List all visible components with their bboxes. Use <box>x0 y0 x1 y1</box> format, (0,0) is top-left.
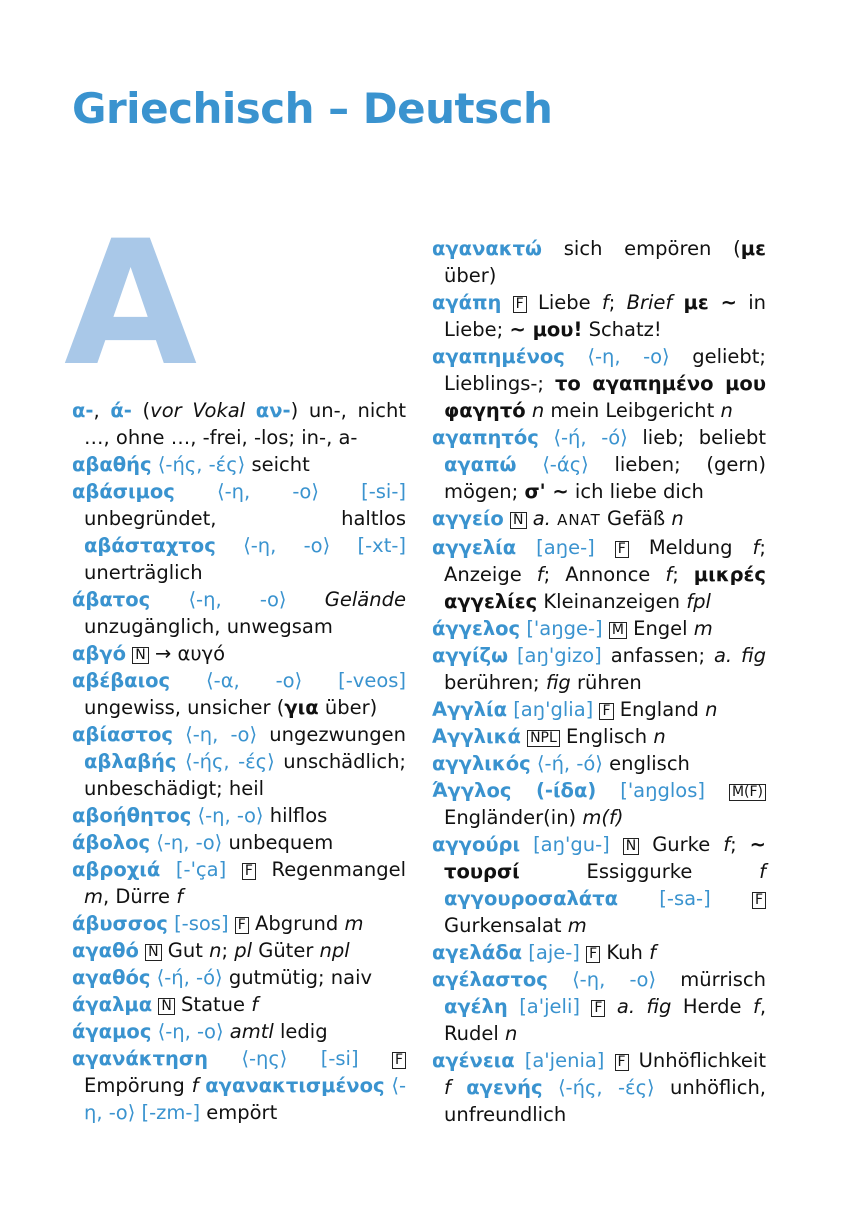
gender-box: N <box>132 647 148 664</box>
definition-text: Abgrund <box>248 912 345 935</box>
phonetic-inflection: [-sos] <box>174 912 229 935</box>
dictionary-entry <box>432 777 766 831</box>
definition-text <box>208 1047 241 1070</box>
definition-text: → αυγό <box>148 642 226 665</box>
dictionary-entry <box>432 831 766 939</box>
dictionary-entry <box>432 343 766 424</box>
definition-text: ; <box>672 563 694 586</box>
definition-text <box>216 534 243 557</box>
italic-label: f <box>752 536 760 559</box>
definition-text: Kuh <box>600 941 650 964</box>
dictionary-entry <box>432 1047 766 1128</box>
gender-box: N <box>158 998 174 1015</box>
phonetic-inflection: ⟨-ή, -ό⟩ <box>553 426 628 449</box>
definition-text <box>516 453 542 476</box>
headword: αγαθό <box>72 939 139 962</box>
dictionary-entry <box>432 235 766 289</box>
italic-label: f <box>723 833 731 856</box>
definition-text <box>508 644 517 667</box>
definition-text: ; <box>221 939 235 962</box>
headword: αβέβαιος <box>72 669 171 692</box>
definition-text: Unhöflichkeit <box>628 1049 766 1072</box>
italic-label: Gelände <box>324 588 406 611</box>
definition-text: Schatz! <box>582 318 662 341</box>
italic-label: Brief <box>626 291 673 314</box>
italic-label: n <box>209 939 222 962</box>
gender-box: F <box>235 917 249 934</box>
headword: ά- <box>110 399 132 422</box>
headword: άγγελος <box>432 617 521 640</box>
phonetic-inflection: ⟨-η, -ο⟩ <box>572 968 657 991</box>
definition-text: ledig <box>273 1020 328 1043</box>
section-letter: A <box>64 203 198 404</box>
italic-label: pl <box>234 939 253 962</box>
gender-box: M(F) <box>729 784 766 801</box>
phonetic-inflection: ⟨-η, -ο⟩ <box>188 588 287 611</box>
bold-phrase: με <box>740 237 766 260</box>
gender-box: M <box>609 622 627 639</box>
italic-label: f <box>536 563 544 586</box>
definition-text: seicht <box>245 453 310 476</box>
definition-text: ; Annonce <box>543 563 666 586</box>
gender-box: F <box>392 1052 406 1069</box>
definition-text: Gefäß <box>600 507 672 530</box>
definition-text: über) <box>444 264 497 287</box>
headword: αν- <box>255 399 291 422</box>
bold-phrase: το αγαπημένο μου φαγητό <box>444 372 766 422</box>
definition-text: ungezwungen <box>257 723 406 746</box>
gender-box: N <box>623 838 639 855</box>
definition-text: Statue <box>174 993 252 1016</box>
definition-text: Engländer(in) <box>444 806 583 829</box>
phonetic-inflection: ['aŋge-] <box>526 617 603 640</box>
definition-text <box>543 1076 558 1099</box>
dictionary-entry <box>72 397 406 451</box>
definition-text: England <box>613 698 706 721</box>
headword: αγανακτισμένος <box>205 1074 385 1097</box>
headword: αγένεια <box>432 1049 515 1072</box>
headword: αγανάκτηση <box>72 1047 209 1070</box>
phonetic-inflection: ⟨-η, -ο⟩ <box>156 831 223 854</box>
definition-text: Gurkensalat <box>444 914 568 937</box>
definition-text: über) <box>318 696 378 719</box>
definition-text: Essiggurke <box>519 860 760 883</box>
definition-text: ; <box>608 291 627 314</box>
definition-text: mein Leibgericht <box>544 399 721 422</box>
definition-text: unbegründet, haltlos <box>84 507 406 530</box>
headword: άγαμος <box>72 1020 152 1043</box>
definition-text <box>175 480 217 503</box>
headword: αβοήθητος <box>72 804 192 827</box>
dictionary-entry <box>432 505 766 534</box>
italic-label: f <box>601 291 609 314</box>
definition-text <box>359 1047 392 1070</box>
definition-text <box>451 1076 466 1099</box>
italic-label: f <box>665 563 673 586</box>
definition-text: Gut <box>161 939 210 962</box>
dictionary-entry <box>72 640 406 667</box>
bold-phrase: μικρές αγγελίες <box>444 563 766 613</box>
italic-label: fpl <box>686 590 711 613</box>
dictionary-entry <box>432 534 766 615</box>
definition-text: , <box>93 399 111 422</box>
italic-label: m(f) <box>582 806 624 829</box>
italic-label: fig <box>545 671 571 694</box>
headword: αγγλικός <box>432 752 531 775</box>
italic-label: f <box>176 885 184 908</box>
dictionary-entry <box>72 721 406 802</box>
gender-box: F <box>599 703 613 720</box>
italic-label: f <box>649 941 656 964</box>
definition-text <box>565 345 588 368</box>
definition-text: lieben; (gern) mögen; <box>444 453 766 503</box>
definition-text <box>177 750 185 773</box>
italic-label: vor Vokal <box>150 399 246 422</box>
bold-phrase: για <box>284 696 319 719</box>
phonetic-inflection: ⟨-ής, -ές⟩ <box>184 750 275 773</box>
italic-label: n <box>653 725 666 748</box>
italic-label: npl <box>319 939 350 962</box>
headword: άβατος <box>72 588 151 611</box>
phonetic-inflection: ⟨-η, -ο⟩ <box>157 1020 224 1043</box>
italic-label: a. fig <box>616 995 672 1018</box>
definition-text <box>150 588 188 611</box>
definition-text: englisch <box>602 752 690 775</box>
headword: αγαπώ <box>444 453 517 476</box>
definition-text: unschädlich; unbeschädigt; heil <box>84 750 406 800</box>
definition-text <box>501 291 512 314</box>
bold-phrase: σ' ~ <box>524 480 569 503</box>
italic-label: a. <box>532 507 551 530</box>
definition-text <box>226 858 242 881</box>
headword: αβγό <box>72 642 127 665</box>
definition-text: hilflos <box>263 804 328 827</box>
headword: αγγελία <box>432 536 517 559</box>
dictionary-entry <box>72 964 406 991</box>
definition-text: in Liebe; <box>444 291 766 341</box>
italic-label: f <box>251 993 259 1016</box>
italic-label: m <box>344 912 364 935</box>
gender-box: N <box>510 512 526 529</box>
headword: αβροχιά <box>72 858 161 881</box>
headword: άβυσσος <box>72 912 168 935</box>
definition-text: Gurke <box>639 833 724 856</box>
definition-text <box>516 536 536 559</box>
definition-text: Regenmangel <box>255 858 407 881</box>
subject-label: ANAT <box>557 511 601 529</box>
gender-box: NPL <box>527 730 560 747</box>
phonetic-inflection: ⟨-ής, -ές⟩ <box>557 1076 655 1099</box>
definition-text: unhöflich, unfreundlich <box>444 1076 767 1126</box>
bold-phrase: ~ τουρσί <box>444 833 767 883</box>
headword: αβλαβής <box>84 750 177 773</box>
headword: αβάσταχτος <box>84 534 216 557</box>
phonetic-inflection: ⟨-η, -ο⟩ <box>587 345 670 368</box>
definition-text <box>508 995 519 1018</box>
definition-text: ; Anzeige <box>444 536 766 586</box>
italic-label: f <box>191 1074 199 1097</box>
definition-text <box>610 833 623 856</box>
italic-label: f <box>759 860 766 883</box>
headword: αγαπημένος <box>432 345 565 368</box>
headword: αβάσιμος <box>72 480 175 503</box>
italic-label: m <box>693 617 713 640</box>
phonetic-inflection: ⟨-ή, -ό⟩ <box>536 752 603 775</box>
gender-box: F <box>513 296 527 313</box>
italic-label: m <box>567 914 587 937</box>
phonetic-inflection: ⟨-η, -ο⟩ [-xt-] <box>243 534 406 557</box>
italic-label: a. fig <box>713 644 766 667</box>
definition-text <box>604 1049 614 1072</box>
definition-text: Engel <box>626 617 694 640</box>
definition-text <box>170 669 206 692</box>
headword: αγέλαστος <box>432 968 548 991</box>
definition-text <box>596 779 620 802</box>
headword: αγενής <box>466 1076 543 1099</box>
phonetic-inflection: [aŋ'gizo] <box>516 644 602 667</box>
dictionary-entry <box>72 586 406 640</box>
definition-text: , Rudel <box>444 995 767 1045</box>
dictionary-entry <box>72 856 406 910</box>
definition-text <box>548 968 572 991</box>
gender-box: F <box>615 1054 629 1071</box>
dictionary-entry <box>72 829 406 856</box>
definition-text: ; <box>730 833 750 856</box>
definition-text <box>520 833 533 856</box>
definition-text: ich liebe dich <box>568 480 704 503</box>
definition-text: anfassen; <box>601 644 714 667</box>
dictionary-entry <box>432 696 766 723</box>
phonetic-inflection: [-'ça] <box>175 858 227 881</box>
definition-text: empört <box>200 1101 278 1124</box>
italic-label: m <box>84 885 103 908</box>
definition-text: , Dürre <box>103 885 177 908</box>
italic-label: n <box>705 698 718 721</box>
bold-phrase: με ~ <box>683 291 737 314</box>
dictionary-entry <box>432 424 766 505</box>
definition-text <box>287 588 325 611</box>
gender-box: N <box>145 944 161 961</box>
phonetic-inflection: ⟨-η, -ο⟩ [-zm-] <box>84 1074 407 1124</box>
headword: αγγίζω <box>432 644 509 667</box>
bold-phrase: ~ μου! <box>509 318 583 341</box>
definition-text <box>580 995 591 1018</box>
headword: Άγγλος (-ίδα) <box>432 779 597 802</box>
italic-label: f <box>752 995 760 1018</box>
dictionary-entry <box>72 1018 406 1045</box>
dictionary-entry <box>432 615 766 642</box>
gender-box: F <box>586 946 600 963</box>
definition-text: ) un-, nicht …, ohne …, -frei, -los; in-, a- <box>84 399 406 449</box>
headword: αβίαστος <box>72 723 173 746</box>
gender-box: F <box>591 1000 605 1017</box>
definition-text: Liebe <box>526 291 602 314</box>
headword: αγαθός <box>72 966 151 989</box>
headword: αγελάδα <box>432 941 523 964</box>
definition-text: Englisch <box>559 725 654 748</box>
dictionary-entry <box>72 478 406 586</box>
phonetic-inflection: ['aŋglos] <box>620 779 705 802</box>
phonetic-inflection: [aŋ'glia] <box>513 698 594 721</box>
headword: αγάπη <box>432 291 502 314</box>
definition-text: unerträglich <box>84 561 203 584</box>
dictionary-entry <box>432 966 766 1047</box>
definition-text: ( <box>131 399 151 422</box>
phonetic-inflection: [a'jenia] <box>524 1049 605 1072</box>
headword: αγανακτώ <box>432 237 543 260</box>
phonetic-inflection: [aŋ'gu-] <box>533 833 610 856</box>
definition-text <box>515 1049 525 1072</box>
phonetic-inflection: [aje-] <box>528 941 580 964</box>
dictionary-entry <box>432 939 766 966</box>
phonetic-inflection: ⟨-ής, -ές⟩ <box>157 453 246 476</box>
gender-box: F <box>615 541 629 558</box>
headword: αγγείο <box>432 507 504 530</box>
italic-label: f <box>444 1076 451 1099</box>
dictionary-entry <box>72 802 406 829</box>
dictionary-entry <box>432 750 766 777</box>
dictionary-entry <box>432 723 766 750</box>
phonetic-inflection: ⟨-η, -ο⟩ <box>185 723 258 746</box>
definition-text <box>160 858 176 881</box>
italic-label: amtl <box>229 1020 274 1043</box>
phonetic-inflection: ⟨-άς⟩ <box>542 453 589 476</box>
dictionary-entry <box>72 667 406 721</box>
definition-text: unzugänglich, unwegsam <box>84 615 333 638</box>
headword: αγγουροσαλάτα <box>444 887 619 910</box>
italic-label: n <box>720 399 733 422</box>
definition-text <box>245 399 256 422</box>
dictionary-entry <box>72 1045 406 1126</box>
definition-text: berühren; <box>444 671 546 694</box>
headword: αγγούρι <box>432 833 521 856</box>
definition-text <box>705 779 729 802</box>
definition-text: unbequem <box>222 831 334 854</box>
definition-text: ungewiss, unsicher ( <box>84 696 285 719</box>
headword: Αγγλικά <box>432 725 521 748</box>
dictionary-entry <box>72 991 406 1018</box>
italic-label: n <box>671 507 684 530</box>
phonetic-inflection: ⟨-α, -ο⟩ [-veos] <box>206 669 407 692</box>
definition-text: lieb; beliebt <box>627 426 766 449</box>
headword: Αγγλία <box>432 698 507 721</box>
definition-text: Herde <box>671 995 753 1018</box>
definition-text <box>539 426 554 449</box>
definition-text <box>595 536 615 559</box>
dictionary-entry <box>72 451 406 478</box>
definition-text <box>711 887 752 910</box>
dictionary-entry <box>72 937 406 964</box>
phonetic-inflection: ⟨-ης⟩ [-si] <box>241 1047 359 1070</box>
phonetic-inflection: [-sa-] <box>659 887 711 910</box>
dictionary-entry <box>72 910 406 937</box>
definition-text: sich empören ( <box>542 237 741 260</box>
definition-text <box>173 723 185 746</box>
definition-text: geliebt; Lieblings-; <box>444 345 766 395</box>
definition-text <box>672 291 683 314</box>
definition-text <box>605 995 616 1018</box>
left-column <box>72 397 406 1126</box>
definition-text: rühren <box>570 671 642 694</box>
definition-text: Kleinanzeigen <box>537 590 687 613</box>
definition-text: Güter <box>252 939 320 962</box>
definition-text: Meldung <box>628 536 753 559</box>
headword: άβολος <box>72 831 151 854</box>
phonetic-inflection: [aŋe-] <box>536 536 595 559</box>
definition-text: mürrisch <box>656 968 766 991</box>
gender-box: F <box>242 863 256 880</box>
dictionary-entry <box>432 289 766 343</box>
definition-text: gutmütig; naiv <box>222 966 373 989</box>
phonetic-inflection: ⟨-η, -ο⟩ [-si-] <box>217 480 406 503</box>
definition-text <box>618 887 659 910</box>
right-column <box>432 235 766 1128</box>
gender-box: F <box>752 892 766 909</box>
definition-text: Empörung <box>84 1074 192 1097</box>
headword: αγέλη <box>444 995 508 1018</box>
headword: άγαλμα <box>72 993 153 1016</box>
italic-label: n <box>531 399 545 422</box>
phonetic-inflection: ⟨-η, -ο⟩ <box>197 804 264 827</box>
headword: αβαθής <box>72 453 152 476</box>
phonetic-inflection: [a'jeli] <box>519 995 580 1018</box>
phonetic-inflection: ⟨-ή, -ό⟩ <box>156 966 223 989</box>
dictionary-entry <box>432 642 766 696</box>
headword: αγαπητός <box>432 426 539 449</box>
headword: α- <box>72 399 94 422</box>
page-title: Griechisch – Deutsch <box>72 84 553 133</box>
italic-label: n <box>505 1022 518 1045</box>
